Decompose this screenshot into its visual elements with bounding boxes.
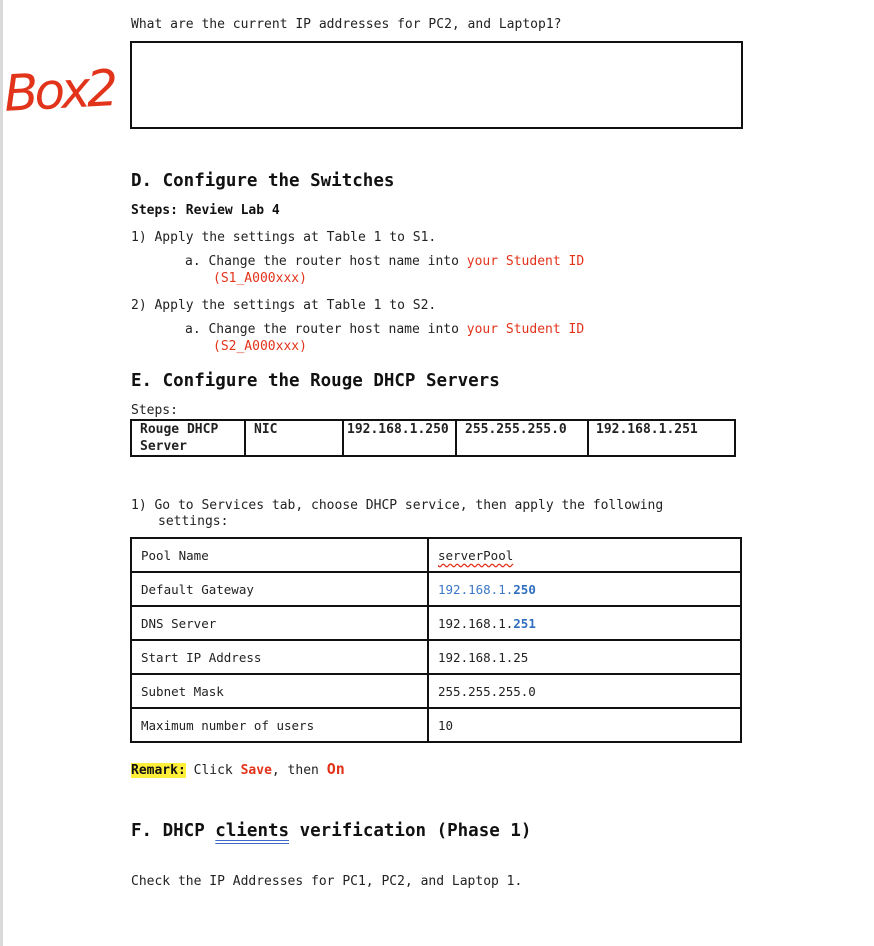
section-e-heading: E. Configure the Rouge DHCP Servers bbox=[131, 371, 500, 391]
table-cell-value bbox=[428, 606, 741, 640]
remark-line bbox=[131, 760, 345, 778]
table-cell-label: Subnet Mask bbox=[131, 674, 428, 708]
table-cell: Rouge DHCP Server bbox=[131, 420, 245, 456]
section-d-step-2a bbox=[185, 322, 584, 337]
remark-label: Remark: bbox=[131, 763, 186, 778]
table-cell: NIC bbox=[245, 420, 343, 456]
section-f-title-prefix: F. DHCP bbox=[131, 821, 216, 841]
table-row bbox=[131, 640, 741, 674]
table-cell-value: 192.168.1.25 bbox=[428, 640, 741, 674]
section-e-step-1-line1: 1) Go to Services tab, choose DHCP service, then apply the following bbox=[131, 498, 664, 513]
section-d-step-2: 2) Apply the settings at Table 1 to S2. bbox=[131, 298, 437, 313]
table-cell-label: Default Gateway bbox=[131, 572, 428, 606]
table-cell: 192.168.1.250 bbox=[343, 420, 456, 456]
step-1a-text: a. Change the router host name into bbox=[185, 254, 467, 269]
pool-name-value: serverPool bbox=[438, 547, 514, 563]
section-d-step-1: 1) Apply the settings at Table 1 to S1. bbox=[131, 230, 437, 245]
step-2a-example: (S2_A000xxx) bbox=[213, 339, 307, 354]
table-cell-label: Start IP Address bbox=[131, 640, 428, 674]
remark-save: Save bbox=[240, 763, 272, 778]
dhcp-pool-table bbox=[130, 537, 742, 743]
dns-prefix: 192.168.1. bbox=[438, 615, 514, 631]
dns-suffix: 251 bbox=[513, 615, 536, 631]
table-cell-label: DNS Server bbox=[131, 606, 428, 640]
rouge-server-table bbox=[130, 419, 736, 457]
handwritten-annotation: Box2 bbox=[2, 59, 116, 123]
table-cell-value: 10 bbox=[428, 708, 741, 742]
table-row bbox=[131, 572, 741, 606]
section-d-step-1a bbox=[185, 254, 584, 269]
step-1a-example: (S1_A000xxx) bbox=[213, 271, 307, 286]
section-e-step-1-line2: settings: bbox=[158, 514, 229, 529]
table-cell-label: Pool Name bbox=[131, 538, 428, 572]
step-2a-highlight: your Student ID bbox=[466, 322, 585, 337]
table-row bbox=[131, 538, 741, 572]
table-cell-value bbox=[428, 538, 741, 572]
table-cell: 255.255.255.0 bbox=[456, 420, 588, 456]
table-cell-label: Maximum number of users bbox=[131, 708, 428, 742]
table-cell: 192.168.1.251 bbox=[588, 420, 735, 456]
section-f-instruction: Check the IP Addresses for PC1, PC2, and Laptop 1. bbox=[131, 874, 523, 889]
gateway-prefix: 192.168.1. bbox=[438, 581, 514, 597]
section-d-heading: D. Configure the Switches bbox=[131, 171, 395, 191]
table-row bbox=[131, 606, 741, 640]
table-row bbox=[131, 674, 741, 708]
section-d-steps-label: Steps: Review Lab 4 bbox=[131, 203, 280, 218]
section-f-title-underlined: clients bbox=[215, 821, 290, 841]
question-text: What are the current IP addresses for PC2, and Laptop1? bbox=[131, 17, 562, 32]
remark-text-1: Click bbox=[185, 763, 241, 778]
table-cell-value bbox=[428, 572, 741, 606]
table-cell-value: 255.255.255.0 bbox=[428, 674, 741, 708]
step-1a-highlight: your Student ID bbox=[466, 254, 585, 269]
table-row bbox=[131, 708, 741, 742]
remark-text-2: , then bbox=[271, 763, 327, 778]
gateway-suffix: 250 bbox=[513, 581, 536, 597]
section-f-heading bbox=[131, 821, 531, 841]
section-e-steps-label: Steps: bbox=[131, 403, 178, 418]
step-2a-text: a. Change the router host name into bbox=[185, 322, 467, 337]
answer-box[interactable] bbox=[130, 41, 743, 129]
remark-on: On bbox=[326, 760, 345, 778]
table-row bbox=[131, 420, 735, 456]
page-edge bbox=[0, 0, 3, 946]
section-f-title-suffix: verification (Phase 1) bbox=[289, 821, 532, 841]
